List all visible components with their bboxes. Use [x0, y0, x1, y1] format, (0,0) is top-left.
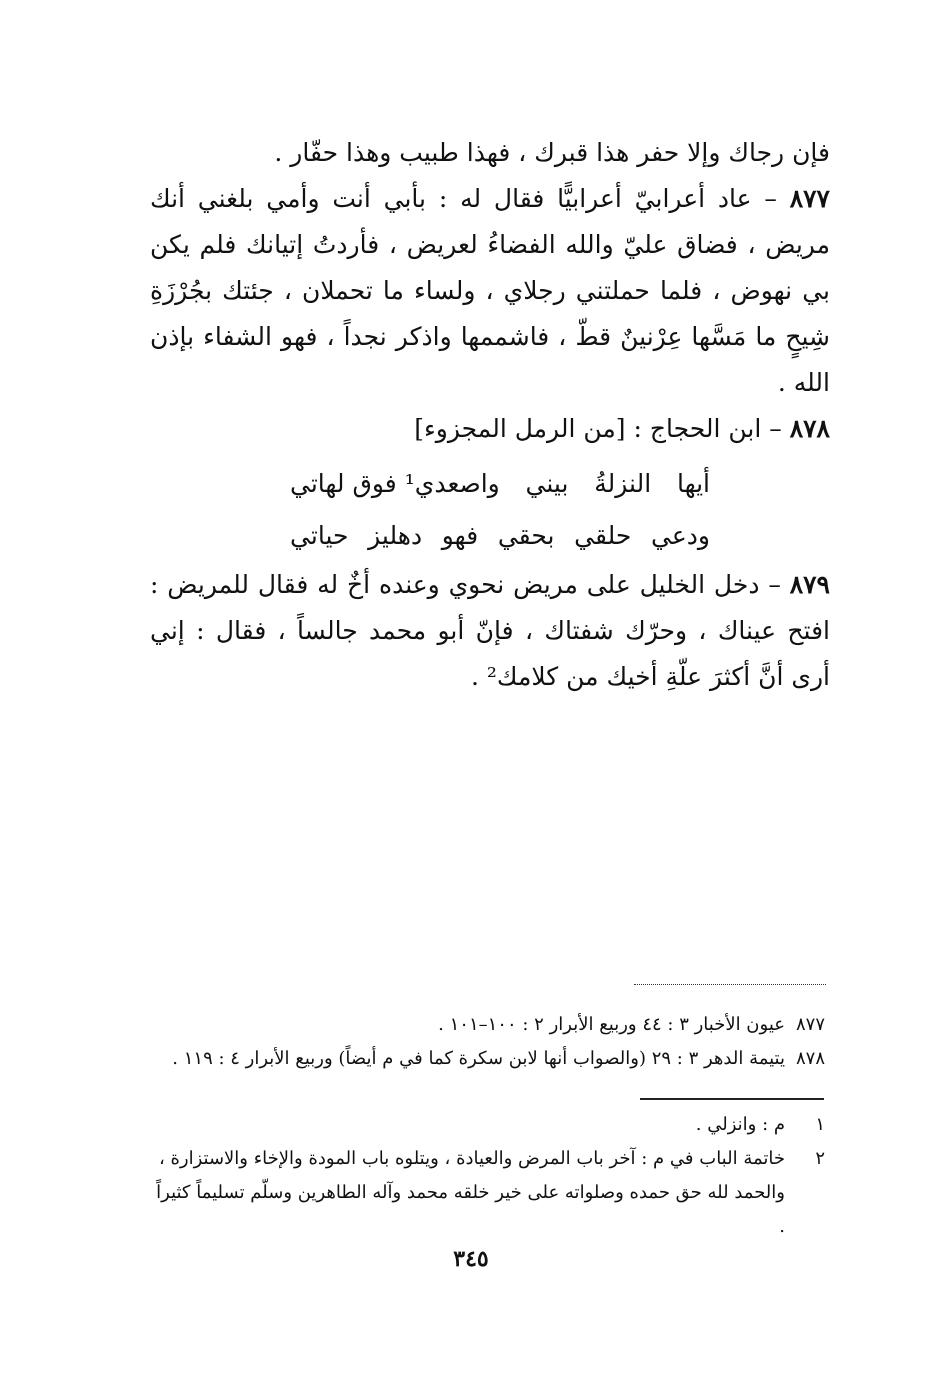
entry-number: ٨٧٧: [789, 184, 830, 213]
entry-text: – عاد أعرابيّ أعرابيًّا فقال له : بأبي أنت وأمي بلغني أنك مريض ، فضاق عليّ والله الفضاءُ لعريض ، فأردتُ إتيانك فلم يكن بي نهوض ، فلما حملتني رجلاي ، ولساء ما تحملان ، جئتك بجُرْزَةِ شِيحٍ ما مَسَّها عِرْنينٌ قطّ ، فاشممها واذكر نجداً ، فهو الشفاء بإذن الله .: [150, 184, 830, 397]
sources-notes: [150, 1008, 825, 1076]
footnotes: [150, 1108, 825, 1244]
footnote-number: ٢: [815, 1148, 825, 1169]
footnote-text: خاتمة الباب في م : آخر باب المرض والعيادة ، ويتلوه باب المودة والإخاء والاستزارة ، والحمد لله حق حمده وصلواته على خير خلقه محمد وآله الطاهرين وسلّم تسليماً كثيراً .: [156, 1148, 785, 1237]
source-number: ٨٧٨: [795, 1048, 825, 1069]
verse-word: واصعدي¹ فوق لهاتي: [290, 469, 500, 498]
entry-878: [150, 406, 830, 452]
poem: [290, 458, 710, 562]
verse-word: ودعي: [651, 521, 710, 550]
verse-word: أيها: [676, 469, 710, 498]
source-text: عيون الأخبار ٣ : ٤٤ وربيع الأبرار ٢ : ١٠٠–١٠١ .: [438, 1014, 785, 1035]
footnotes-divider: [640, 1098, 824, 1100]
entry-number: ٨٧٨: [789, 414, 830, 443]
main-text: [150, 130, 830, 700]
footnote-number: ١: [815, 1114, 825, 1135]
verse-word: النزلةُ: [594, 469, 652, 498]
entry-number: ٨٧٩: [789, 570, 830, 599]
verse-word: دهليز: [368, 521, 423, 550]
entry-879: [150, 562, 830, 700]
footnote-text: م : وانزلي .: [695, 1114, 785, 1135]
footnote: [150, 1142, 825, 1244]
source-text: يتيمة الدهر ٣ : ٢٩ (والصواب أنها لابن سكرة كما في م أيضاً) وربيع الأبرار ٤ : ١١٩ .: [172, 1048, 785, 1069]
entry-877: [150, 176, 830, 406]
entry-text: – ابن الحجاج : [من الرمل المجزوء]: [414, 414, 790, 443]
verse-word: فهو: [441, 521, 479, 550]
verse-word: حلقي: [574, 521, 632, 550]
continuation-paragraph: فإن رجاك وإلا حفر هذا قبرك ، فهذا طبيب وهذا حفّار .: [274, 138, 830, 167]
verse-word: حياتي: [290, 521, 349, 550]
page-number: ٣٤٥: [453, 1246, 489, 1272]
verse-line-1: [290, 458, 710, 510]
source-note: [150, 1008, 825, 1042]
verse-line-2: [290, 510, 710, 562]
footnote: [150, 1108, 825, 1142]
source-number: ٨٧٧: [795, 1014, 825, 1035]
entry-text: – دخل الخليل على مريض نحوي وعنده أخٌ له فقال للمريض : افتح عيناك ، وحرّك شفتاك ، فإنّ أبو محمد جالساً ، فقال : إني أرى أنَّ أكثرَ علّةِ أخيك من كلامك² .: [150, 570, 830, 691]
verse-word: بحقي: [497, 521, 555, 550]
source-note: [150, 1042, 825, 1076]
verse-word: بيني: [525, 469, 569, 498]
sources-divider: [634, 984, 826, 985]
